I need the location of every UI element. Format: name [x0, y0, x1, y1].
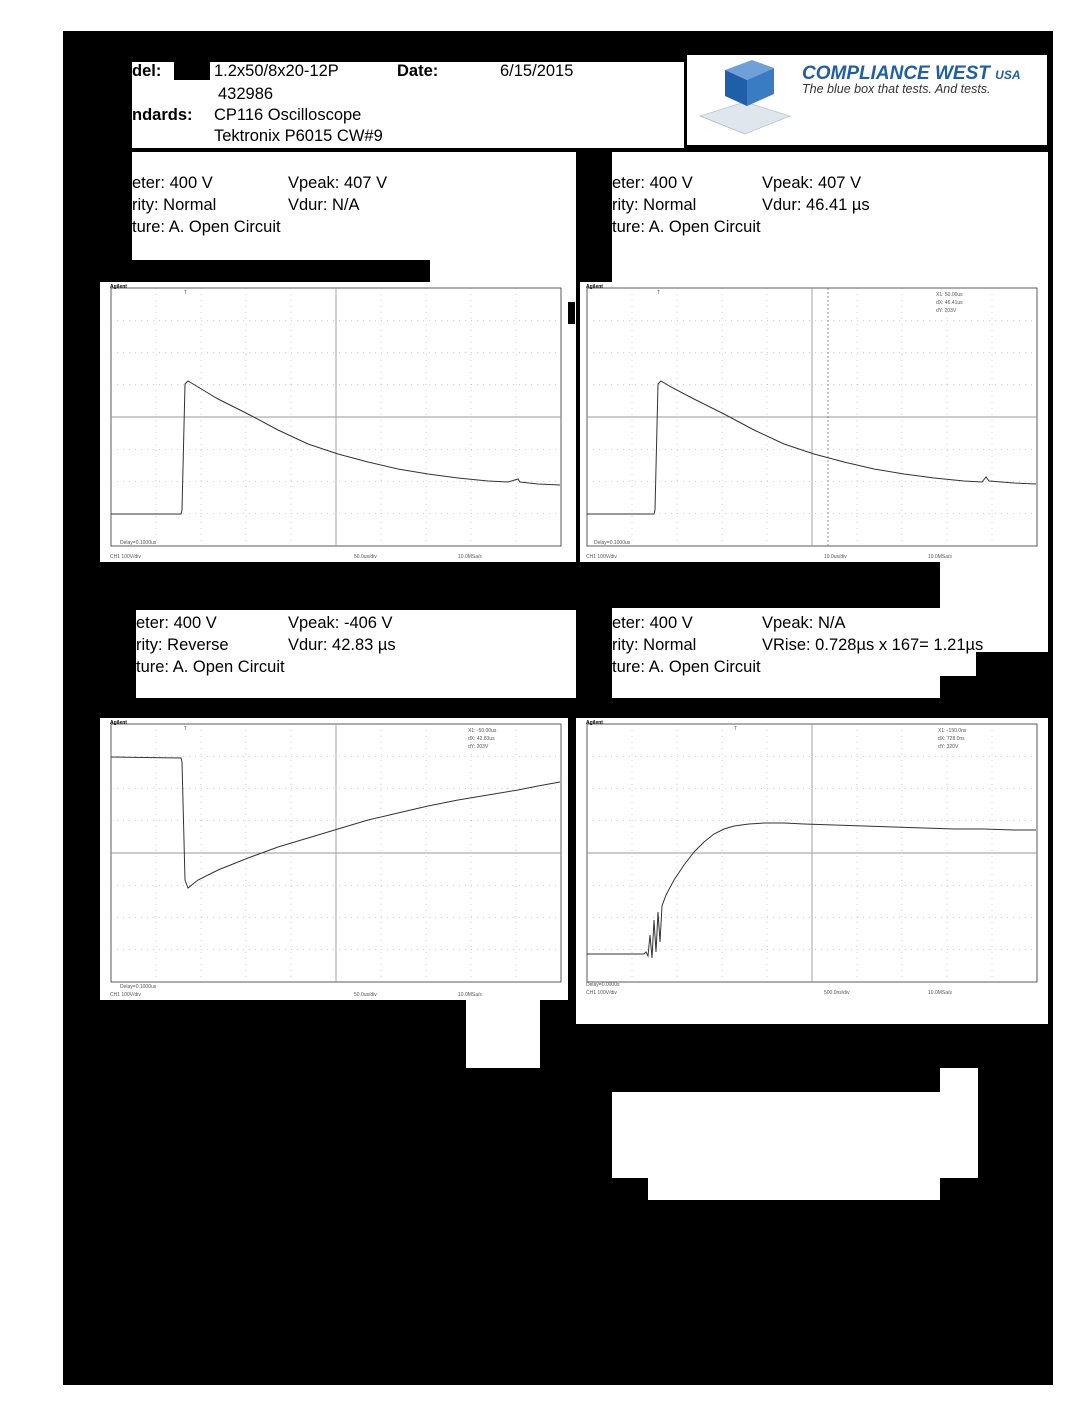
p2-vpeak: Vpeak: 407 V — [762, 174, 862, 192]
band-redaction — [132, 562, 940, 608]
grid — [587, 288, 1037, 546]
p1-vpeak: Vpeak: 407 V — [288, 174, 388, 192]
scope-footer-right: 10.0MSa/s — [458, 554, 482, 560]
p3-meter: eter: 400 V — [136, 614, 217, 632]
model-value: 1.2x50/8x20-12P — [214, 62, 339, 80]
scope-footer-left: CH1 100V/div — [110, 992, 141, 998]
scope-footer-mid: 50.0us/div — [354, 554, 377, 560]
grid — [111, 288, 561, 546]
standards-line2: Tektronix P6015 CW#9 — [214, 127, 383, 145]
p3-vdur: Vdur: 42.83 µs — [288, 636, 396, 654]
lower-white-d — [648, 1178, 940, 1200]
p4-polarity: rity: Normal — [612, 636, 697, 654]
scope-marker: T — [184, 726, 188, 732]
p2-meter: eter: 400 V — [612, 174, 693, 192]
header-redaction — [174, 62, 210, 80]
scope-readout-3: dY: 203V — [936, 308, 957, 314]
scope-brand: Agilent — [586, 284, 603, 290]
scope-footer-right: 10.0MSa/s — [458, 992, 482, 998]
scope-readout-1: X1: -150.0ns — [938, 728, 967, 734]
scope-footer-mid: 10.0us/div — [824, 554, 847, 560]
scope-delay: Delay=0.0000s — [586, 982, 620, 988]
scope-readout-1: X1: 50.00us — [936, 292, 963, 298]
standards-label: ndards: — [132, 106, 193, 124]
small-redaction — [568, 302, 575, 324]
scope-footer-left: CH1 100V/div — [586, 554, 617, 560]
p3-vpeak: Vpeak: -406 V — [288, 614, 393, 632]
scope-footer-left: CH1 100V/div — [586, 990, 617, 996]
p2-fixture: ture: A. Open Circuit — [612, 218, 761, 236]
scope-brand: Agilent — [110, 284, 127, 290]
scope-screen-1 — [108, 284, 564, 562]
scope-readout-2: dX: 46.41us — [936, 300, 963, 306]
scope-readout-3: dY: 320V — [938, 744, 959, 750]
p3-polarity: rity: Reverse — [136, 636, 229, 654]
date-label: Date: — [397, 62, 439, 80]
scope-footer-mid: 50.0us/div — [354, 992, 377, 998]
scope-footer-left: CH1 100V/div — [110, 554, 141, 560]
scope-1-svg — [108, 284, 564, 562]
p4-vpeak: Vpeak: N/A — [762, 614, 846, 632]
scope-3-svg — [108, 720, 564, 998]
lower-white-b — [612, 1092, 978, 1178]
scope-screen-4 — [584, 720, 1040, 998]
scope-brand: Agilent — [586, 720, 603, 726]
logo-tagline: The blue box that tests. And tests. — [802, 82, 991, 96]
p4-fixture: ture: A. Open Circuit — [612, 658, 761, 676]
scope-screen-2 — [584, 284, 1040, 562]
scope-2-svg — [584, 284, 1040, 562]
scope-readout-2: dX: 728.0ns — [938, 736, 965, 742]
scope-readout-2: dX: 42.83us — [468, 736, 495, 742]
p4-meter: eter: 400 V — [612, 614, 693, 632]
scope-readout-3: dY: 203V — [468, 744, 489, 750]
scope-marker: T — [734, 726, 738, 732]
p2-vdur: Vdur: 46.41 µs — [762, 196, 870, 214]
scope-delay: Delay=0.1000us — [120, 540, 157, 546]
logo-name: COMPLIANCE WEST USA — [802, 63, 1021, 84]
grid — [587, 724, 1037, 982]
waveform-trace — [587, 381, 1036, 514]
scope-delay: Delay=0.1000us — [594, 540, 631, 546]
scope-footer-right: 10.0MSa/s — [928, 990, 952, 996]
p1-vdur: Vdur: N/A — [288, 196, 360, 214]
scope-marker: T — [657, 290, 661, 296]
p1-meter: eter: 400 V — [132, 174, 213, 192]
scope-footer-mid: 500.0ns/div — [824, 990, 850, 996]
p1-polarity: rity: Normal — [132, 196, 217, 214]
blue-box-logo-icon — [690, 54, 800, 144]
model-label: del: — [132, 62, 162, 80]
waveform-trace — [111, 757, 560, 888]
scope-footer-right: 10.0MSa/s — [928, 554, 952, 560]
p1-fixture: ture: A. Open Circuit — [132, 218, 281, 236]
grid — [111, 724, 561, 982]
lower-white-a — [466, 1000, 540, 1068]
waveform-trace — [111, 381, 560, 514]
scope-brand: Agilent — [110, 720, 127, 726]
p2-polarity: rity: Normal — [612, 196, 697, 214]
scope-delay: Delay=0.1000us — [120, 984, 157, 990]
waveform-trace — [587, 823, 1036, 958]
standards-line1: CP116 Oscilloscope — [214, 106, 362, 124]
serial-value: 432986 — [218, 85, 274, 103]
scope-readout-1: X1: -50.00us — [468, 728, 497, 734]
scope-4-svg — [584, 720, 1040, 998]
scope-screen-3 — [108, 720, 564, 998]
p3-fixture: ture: A. Open Circuit — [136, 658, 285, 676]
date-value: 6/15/2015 — [500, 62, 574, 80]
info-box-1b — [430, 255, 576, 285]
lower-white-c — [940, 1068, 978, 1092]
p4-vdur: VRise: 0.728µs x 167= 1.21µs — [762, 636, 984, 654]
scope-marker: T — [184, 290, 188, 296]
